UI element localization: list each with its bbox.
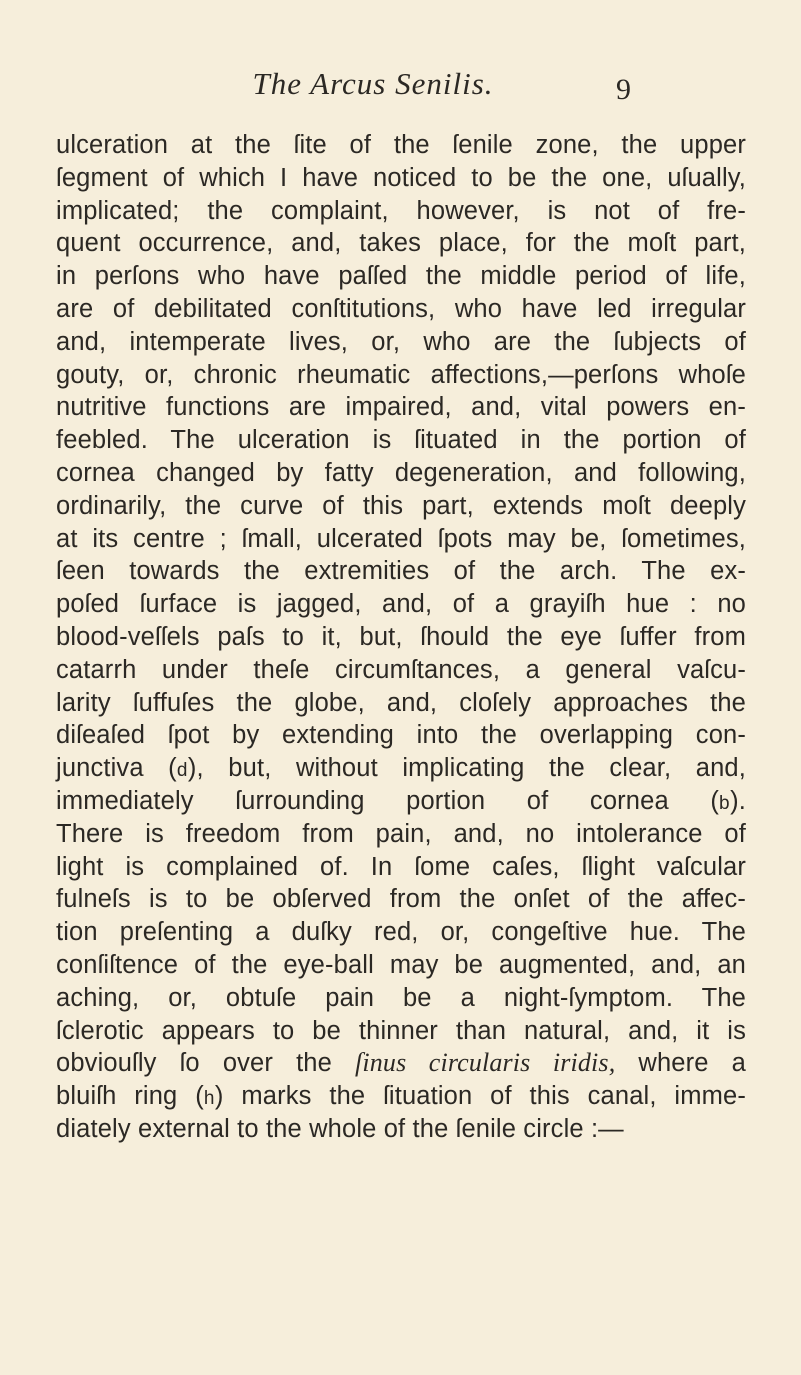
text-line-31: diately external to the whole of the ſenile circle :—	[56, 1114, 624, 1143]
figure-ref-d: d	[176, 760, 188, 782]
text-line-2: ſegment of which I have noticed to be the one, uſually,	[56, 163, 746, 192]
text-line-13: at its centre ; ſmall, ulcerated ſpots may be, ſometimes,	[56, 524, 746, 553]
text-line-16: blood-veſſels paſs to it, but, ſhould the eye ſuffer from	[56, 622, 746, 651]
text-line-1: ulceration at the ſite of the ſenile zone, the upper	[56, 131, 746, 159]
page-number: 9	[616, 73, 631, 106]
text-line-8: gouty, or, chronic rheumatic affections,—perſons whoſe	[56, 360, 746, 389]
text-line-11: cornea changed by fatty degeneration, and following,	[56, 458, 746, 487]
running-title: The Arcus Senilis.	[252, 66, 494, 101]
text-line-14: ſeen towards the extremities of the arch. The ex-	[56, 557, 746, 586]
body-paragraph	[56, 129, 746, 1146]
running-head	[0, 64, 801, 120]
text-line-22: There is freedom from pain, and, no intolerance of	[56, 819, 746, 848]
text-line-21: immediately ſurrounding portion of cornea (b).	[56, 786, 746, 815]
text-line-29: obviouſly ſo over the ſinus circularis iridis, where a	[56, 1048, 746, 1078]
text-line-25: tion preſenting a duſky red, or, congeſtive hue. The	[56, 918, 746, 947]
text-line-18: larity ſuffuſes the globe, and, cloſely approaches the	[56, 688, 746, 717]
text-line-30: bluiſh ring (h) marks the ſituation of this canal, imme-	[56, 1082, 746, 1111]
text-line-17: catarrh under theſe circumſtances, a general vaſcu-	[56, 655, 746, 684]
text-line-19: diſeaſed ſpot by extending into the overlapping con-	[56, 721, 746, 750]
text-line-6: are of debilitated conſtitutions, who have led irregular	[56, 294, 746, 323]
text-line-23: light is complained of. In ſome caſes, ſlight vaſcular	[56, 852, 746, 881]
text-line-28: ſclerotic appears to be thinner than natural, and, it is	[56, 1016, 746, 1045]
text-line-10: feebled. The ulceration is ſituated in the portion of	[56, 426, 746, 455]
text-line-7: and, intemperate lives, or, who are the ſubjects of	[56, 327, 746, 356]
text-line-26: conſiſtence of the eye-ball may be augmented, and, an	[56, 950, 746, 979]
text-line-27: aching, or, obtuſe pain be a night-ſymptom. The	[56, 983, 746, 1012]
text-line-5: in perſons who have paſſed the middle period of life,	[56, 262, 746, 291]
text-line-3: implicated; the complaint, however, is not of fre-	[56, 196, 746, 225]
text-line-9: nutritive functions are impaired, and, vital powers en-	[56, 393, 746, 422]
italic-term: ſinus circularis iridis,	[355, 1048, 616, 1078]
text-line-12: ordinarily, the curve of this part, extends moſt deeply	[56, 491, 746, 520]
text-line-4: quent occurrence, and, takes place, for the moſt part,	[56, 229, 746, 258]
text-line-20: junctiva (d), but, without implicating the clear, and,	[56, 754, 746, 783]
text-line-24: fulneſs is to be obſerved from the onſet of the affec-	[56, 885, 746, 914]
text-line-15: poſed ſurface is jagged, and, of a grayiſh hue : no	[56, 590, 746, 619]
figure-ref-h: h	[203, 1088, 215, 1110]
figure-ref-b: b	[719, 792, 731, 814]
